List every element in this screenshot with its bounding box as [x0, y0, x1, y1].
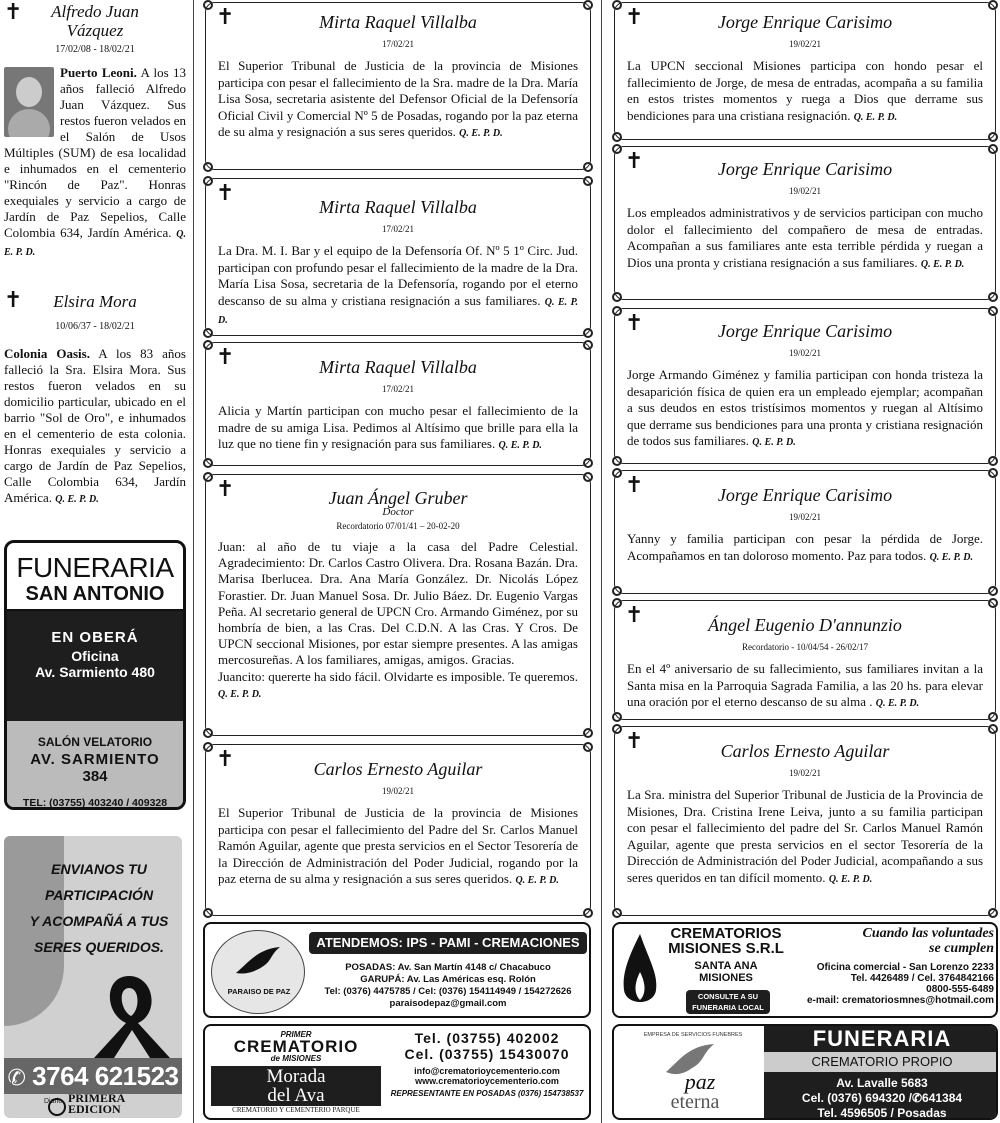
ad-title: CREMATORIO	[233, 1037, 359, 1056]
ad-text: MISIONES	[699, 972, 753, 984]
ad-title: CREMATORIOS	[670, 925, 782, 942]
cross-icon: ✝	[625, 5, 644, 30]
ad-paraiso-de-paz	[203, 922, 591, 1018]
whatsapp-icon: ✆	[7, 1066, 26, 1091]
logo-caption: Diario	[44, 1098, 63, 1105]
logo-text: PARAISO DE PAZ	[227, 987, 291, 996]
obituary-date: 19/02/21	[788, 768, 821, 778]
obituary-text: Los empleados administrativos y de servicios participan con mucho dolor el fallecimiento del compañero de mesa de entradas. Acompañan a sus familiares ante esta terrible pérdida y ruegan a Dios una pronta y cristiana resignación a sus familiares.	[627, 205, 983, 270]
obituary-box	[614, 146, 996, 300]
obituary-name: Elsira Mora	[53, 292, 137, 311]
ad-text: SERES QUERIDOS.	[34, 939, 164, 955]
obituary-box	[205, 178, 591, 336]
obituary-text: El Superior Tribunal de Justicia de la provincia de Misiones participa con pesar el fallecimiento del Padre del Sr. Carlos Manuel Ramón Aguilar, agente que presta servicios en el Sector Tesorería de la Dirección de Administración del Poder Judicial, rogando por la paz eterna de su alma y resignación a sus seres queridos.	[218, 805, 578, 886]
obituary-name: Carlos Ernesto Aguilar	[313, 759, 483, 779]
qepd: Q. E. P. D.	[498, 440, 542, 451]
qepd: Q. E. P. D.	[515, 875, 559, 886]
obituary-text: Juancito: quererte ha sido fácil. Olvidarte es imposible. Te queremos.	[218, 668, 578, 684]
cross-icon: ✝	[216, 181, 235, 206]
column-divider	[193, 0, 194, 1123]
ad-crematorios-misiones	[612, 922, 998, 1018]
logo-icon	[48, 1098, 66, 1116]
ad-phone: Cel. (0376) 694320 /✆641384	[801, 1091, 963, 1105]
ad-address: Av. Lavalle 5683	[836, 1076, 928, 1090]
ad-paz-eterna	[612, 1024, 998, 1120]
ad-text: PRIMER	[280, 1030, 312, 1039]
obituary-name: Jorge Enrique Carisimo	[717, 321, 893, 341]
obituary-box	[205, 342, 591, 466]
ad-text: CREMATORIO Y CEMENTERIO PARQUE	[232, 1106, 360, 1114]
ad-website: www.crematorioycementerio.com	[415, 1076, 559, 1086]
obituary-text: Jorge Armando Giménez y familia participan con honda tristeza la desaparición física de quien era un empleado ejemplar; acompañan a sus deudos en estos tristísimos momentos y ruegan al Altísimo que derrame sus bendiciones para una pronta y cristiana resignación de todos sus familiares.	[627, 367, 983, 448]
qepd: Q. E. P. D.	[752, 437, 796, 448]
ad-text: Av. Sarmiento 480	[35, 664, 155, 680]
obituary-text: La UPCN seccional Misiones participa con hondo pesar el fallecimiento de Jorge, de mesa de entradas, acompaña a su familia en estos tristes momentos y ruega a Dios que derrame sus bendiciones para una cristiana resignación.	[627, 58, 983, 123]
portrait-photo	[4, 67, 54, 137]
obituary-name: Carlos Ernesto Aguilar	[720, 741, 890, 761]
flame-icon	[620, 932, 660, 1014]
ad-phone: Tel. (03755) 402002	[414, 1030, 560, 1046]
ad-text: EN OBERÁ	[51, 629, 139, 646]
cross-icon: ✝	[625, 729, 644, 754]
obituary-box	[614, 308, 996, 464]
obituary-name: Mirta Raquel Villalba	[319, 357, 477, 377]
qepd: Q. E. P. D.	[55, 494, 99, 505]
ad-email: info@crematorioycementerio.com	[414, 1066, 560, 1076]
obituary-name: Ángel Eugenio D'annunzio	[708, 615, 902, 635]
ad-text: 384	[82, 768, 108, 785]
obituary-date: 17/02/21	[381, 224, 414, 234]
ad-text: Y ACOMPAÑÁ A TUS	[29, 913, 169, 929]
obituary-name: Vázquez	[66, 21, 124, 40]
obituary-text: En el 4º aniversario de su fallecimiento, sus familiares invitan a la Santa misa en la Parroquia Sagrada Familia, a las 20 hs. para elevar una oración por el eterno descanso de su alma .	[627, 661, 983, 709]
ad-text: SALÓN VELATORIO	[37, 735, 153, 749]
obituary-text: La Sra. ministra del Superior Tribunal de Justicia de la Provincia de Misiones, Dra. Cristina Irene Leiva, junto a su familia participan con pesar el fallecimiento del padre del Sr. Carlos Manuel Ramón Aguilar, agente que presta servicios en el sector Tesorería de la Dirección de Administración del Poder Judicial, acompañando a sus seres queridos en tan difícil momento.	[627, 787, 983, 885]
ad-email: e-mail: crematoriosmnes@hotmail.com	[806, 995, 994, 1006]
obituary-date: 19/02/21	[788, 348, 821, 358]
ad-address: POSADAS: Av. San Martín 4148 c/ Chacabuco	[345, 962, 551, 973]
obituary-mora	[4, 290, 186, 508]
ad-phone: TEL: (03755) 403240 / 409328	[22, 797, 168, 809]
obituary-vazquez	[4, 2, 186, 261]
ad-morada-del-ava	[203, 1024, 591, 1120]
qepd: Q. E. P. D.	[828, 873, 873, 885]
ad-text: SANTA ANA	[694, 960, 758, 972]
ad-name: del Ava	[267, 1085, 325, 1106]
obituary-box	[205, 744, 591, 916]
obituary-name: Jorge Enrique Carisimo	[717, 159, 893, 179]
obituary-date: 19/02/21	[788, 512, 821, 522]
obituary-date: 19/02/21	[381, 786, 414, 796]
obituary-name: Mirta Raquel Villalba	[319, 12, 477, 32]
cross-icon: ✝	[216, 477, 235, 502]
obituary-text: Juan: al año de tu viaje a la casa del Padre Celestial. Agradecimiento: Dr. Carlos Castro Olivera. Dra. Rosana Bazán. Dra. Marisa Iberlucea. Dra. Ana María González. Dr. Nicolás López Forastier. Dr. Juan Manuel Sosa. Dr. Julio Báez. Dr. Eugenio Vargas Peña. Al secretario general de UPCN Cro. Armando Giménez, por su hombría de bien, a las Cras. Del C.D.N. A las Cras. Y Cros. De UPCN seccional Misiones, por estar siempre presentes. A las amigas mercosureñas. A los familiares, amigas, amigos. Gracias.	[218, 539, 578, 668]
obituary-place: Colonia Oasis.	[4, 346, 90, 361]
ad-phone: Tel: (0376) 4475785 / Cel: (0376) 154114949 / 154272626	[324, 986, 572, 997]
obituary-date: 19/02/21	[788, 186, 821, 196]
qepd: Q. E. P. D.	[459, 128, 503, 139]
cross-icon: ✝	[625, 473, 644, 498]
ad-phone: Tel. 4596505 / Posadas	[817, 1106, 947, 1120]
obituary-name: Mirta Raquel Villalba	[319, 197, 477, 217]
ad-text: AV. SARMIENTO	[30, 751, 160, 768]
obituary-name: Jorge Enrique Carisimo	[717, 12, 893, 32]
obituary-name: Alfredo Juan	[51, 2, 139, 21]
qepd: Q. E. P. D.	[4, 229, 186, 258]
cross-icon: ✝	[625, 149, 644, 174]
obituary-name: Juan Ángel Gruber	[328, 488, 468, 508]
dove-icon	[232, 945, 286, 981]
qepd: Q. E. P. D.	[853, 111, 898, 123]
logo-text: EDICION	[68, 1102, 121, 1116]
dove-logo	[211, 930, 305, 1014]
ad-phone: Cel. (03755) 15430070	[404, 1046, 570, 1062]
obituary-place: Puerto Leoni.	[60, 65, 137, 80]
ad-badge: CONSULTE A SU FUNERARIA LOCAL	[686, 990, 770, 1014]
ad-text: ENVIANOS TU	[51, 861, 147, 877]
ribbon-icon	[74, 968, 182, 1058]
qepd: Q. E. P. D.	[218, 688, 262, 700]
qepd: Q. E. P. D.	[875, 698, 920, 709]
cross-icon: ✝	[625, 603, 644, 628]
ad-primera-edicion	[4, 836, 182, 1118]
obituary-box	[614, 470, 996, 594]
ad-phone: ✆ 3764 621523	[4, 1058, 182, 1094]
paz-eterna-logo: EMPRESA DE SERVICIOS FUNEBRES paz eterna	[643, 1032, 743, 1113]
qepd: Q. E. P. D.	[920, 258, 965, 270]
cross-icon: ✝	[216, 747, 235, 772]
ad-text: PARTICIPACIÓN	[44, 887, 154, 903]
obituary-text: A los 83 años falleció la Sra. Elsira Mora. Sus restos fueron velados en su domicilio particular, ubicado en el barrio "Sol de Oro", e inhumados en el cementerio de esta colonia. Honras exequiales y servicio a cargo de Jardín de Paz Sepelios, Calle Colombia 634, Jardín América.	[4, 346, 186, 505]
obituary-name: Jorge Enrique Carisimo	[717, 485, 893, 505]
ad-subtitle: CREMATORIO PROPIO	[764, 1052, 998, 1072]
ad-text: de MISIONES	[270, 1054, 322, 1063]
ad-slogan: Cuando las voluntades	[862, 926, 994, 941]
obituary-box	[614, 726, 996, 916]
ad-email: paraisodepaz@gmail.com	[389, 998, 507, 1009]
obituary-text: A los 13 años falleció Alfredo Juan Vázquez. Sus restos fueron velados en el Salón de Usos Múltiples (SUM) de esa localidad e inhumados en el cementerio "Rincón de Paz". Honras exequiales y servicio a cargo de Jardín de Paz Sepelios, Calle Colombia 634, Jardín América.	[4, 65, 186, 240]
qepd: Q. E. P. D.	[218, 296, 578, 326]
qepd: Q. E. P. D.	[929, 551, 973, 563]
cross-icon: ✝	[216, 345, 235, 370]
ad-title: FUNERARIA	[812, 1026, 952, 1051]
obituary-text: La Dra. M. I. Bar y el equipo de la Defensoría Of. Nº 5 1º Circ. Jud. participan con profundo pesar el fallecimiento de la madre de la Dra. María Lisa Sosa, secretaria de la Defensoría, rogando por el eterno descanso de su alma y cristiana resignación a sus familiares.	[218, 243, 578, 308]
obituary-box	[614, 2, 996, 140]
ad-funeraria-san-antonio	[4, 540, 186, 810]
obituary-date: Recordatorio 07/01/41 – 20-02-20	[336, 521, 460, 531]
cross-icon: ✝	[4, 288, 23, 313]
cross-icon: ✝	[216, 5, 235, 30]
obituary-text: Alicia y Martín participan con mucho pesar el fallecimiento de la madre de su amiga Lisa. Pedimos al Altísimo que brille para ella la luz que no tiene fin y resignación para sus familiares.	[218, 403, 578, 451]
obituary-date: 17/02/21	[381, 39, 414, 49]
obituary-text: Yanny y familia participan con pesar la pérdida de Jorge. Acompañamos en tan doloroso momento. Paz para todos.	[627, 531, 983, 563]
obituary-date: 19/02/21	[788, 39, 821, 49]
obituary-box	[614, 600, 996, 720]
ad-banner: ATENDEMOS: IPS - PAMI - CREMACIONES	[309, 932, 587, 954]
cross-icon: ✝	[4, 0, 23, 25]
ad-title: MISIONES S.R.L	[668, 940, 784, 957]
obituary-subtitle: Doctor	[382, 506, 414, 518]
obituary-date: 17/02/21	[381, 384, 414, 394]
column-divider	[601, 0, 602, 1123]
ad-address: GARUPÁ: Av. Las Américas esq. Rolón	[360, 974, 536, 985]
ad-subtitle: SAN ANTONIO	[7, 583, 183, 611]
ad-address: Oficina comercial - San Lorenzo 2233	[816, 962, 994, 973]
cross-icon: ✝	[625, 311, 644, 336]
ad-phone: 0800-555-6489	[926, 984, 994, 995]
ad-title: FUNERARIA	[16, 552, 174, 583]
obituary-date: Recordatorio - 10/04/54 - 26/02/17	[742, 642, 868, 652]
ad-name: Morada	[266, 1066, 326, 1087]
ad-text: REPRESENTANTE EN POSADAS (0376) 154738537	[390, 1089, 584, 1098]
ad-phone: Tel. 4426489 / Cel. 3764842166	[850, 973, 994, 984]
obituary-dates: 17/02/08 - 18/02/21	[55, 44, 135, 55]
obituary-text: El Superior Tribunal de Justicia de la provincia de Misiones participa con pesar el fallecimiento de la Sra. madre de la Dra. María Lisa Sosa, secretaria asistente del Defensor Oficial de la Defensoría Oficial Civil y Comercial Nº 5 de Posadas, rogando por la paz eterna de su alma y resignación a sus seres queridos.	[218, 58, 578, 139]
logo-text: PRIMERA	[68, 1091, 126, 1105]
ad-text: Oficina	[71, 648, 119, 664]
ad-slogan: se cumplen	[929, 941, 994, 956]
obituary-box	[205, 2, 591, 170]
obituary-dates: 10/06/37 - 18/02/21	[55, 321, 135, 332]
obituary-box	[205, 474, 591, 736]
